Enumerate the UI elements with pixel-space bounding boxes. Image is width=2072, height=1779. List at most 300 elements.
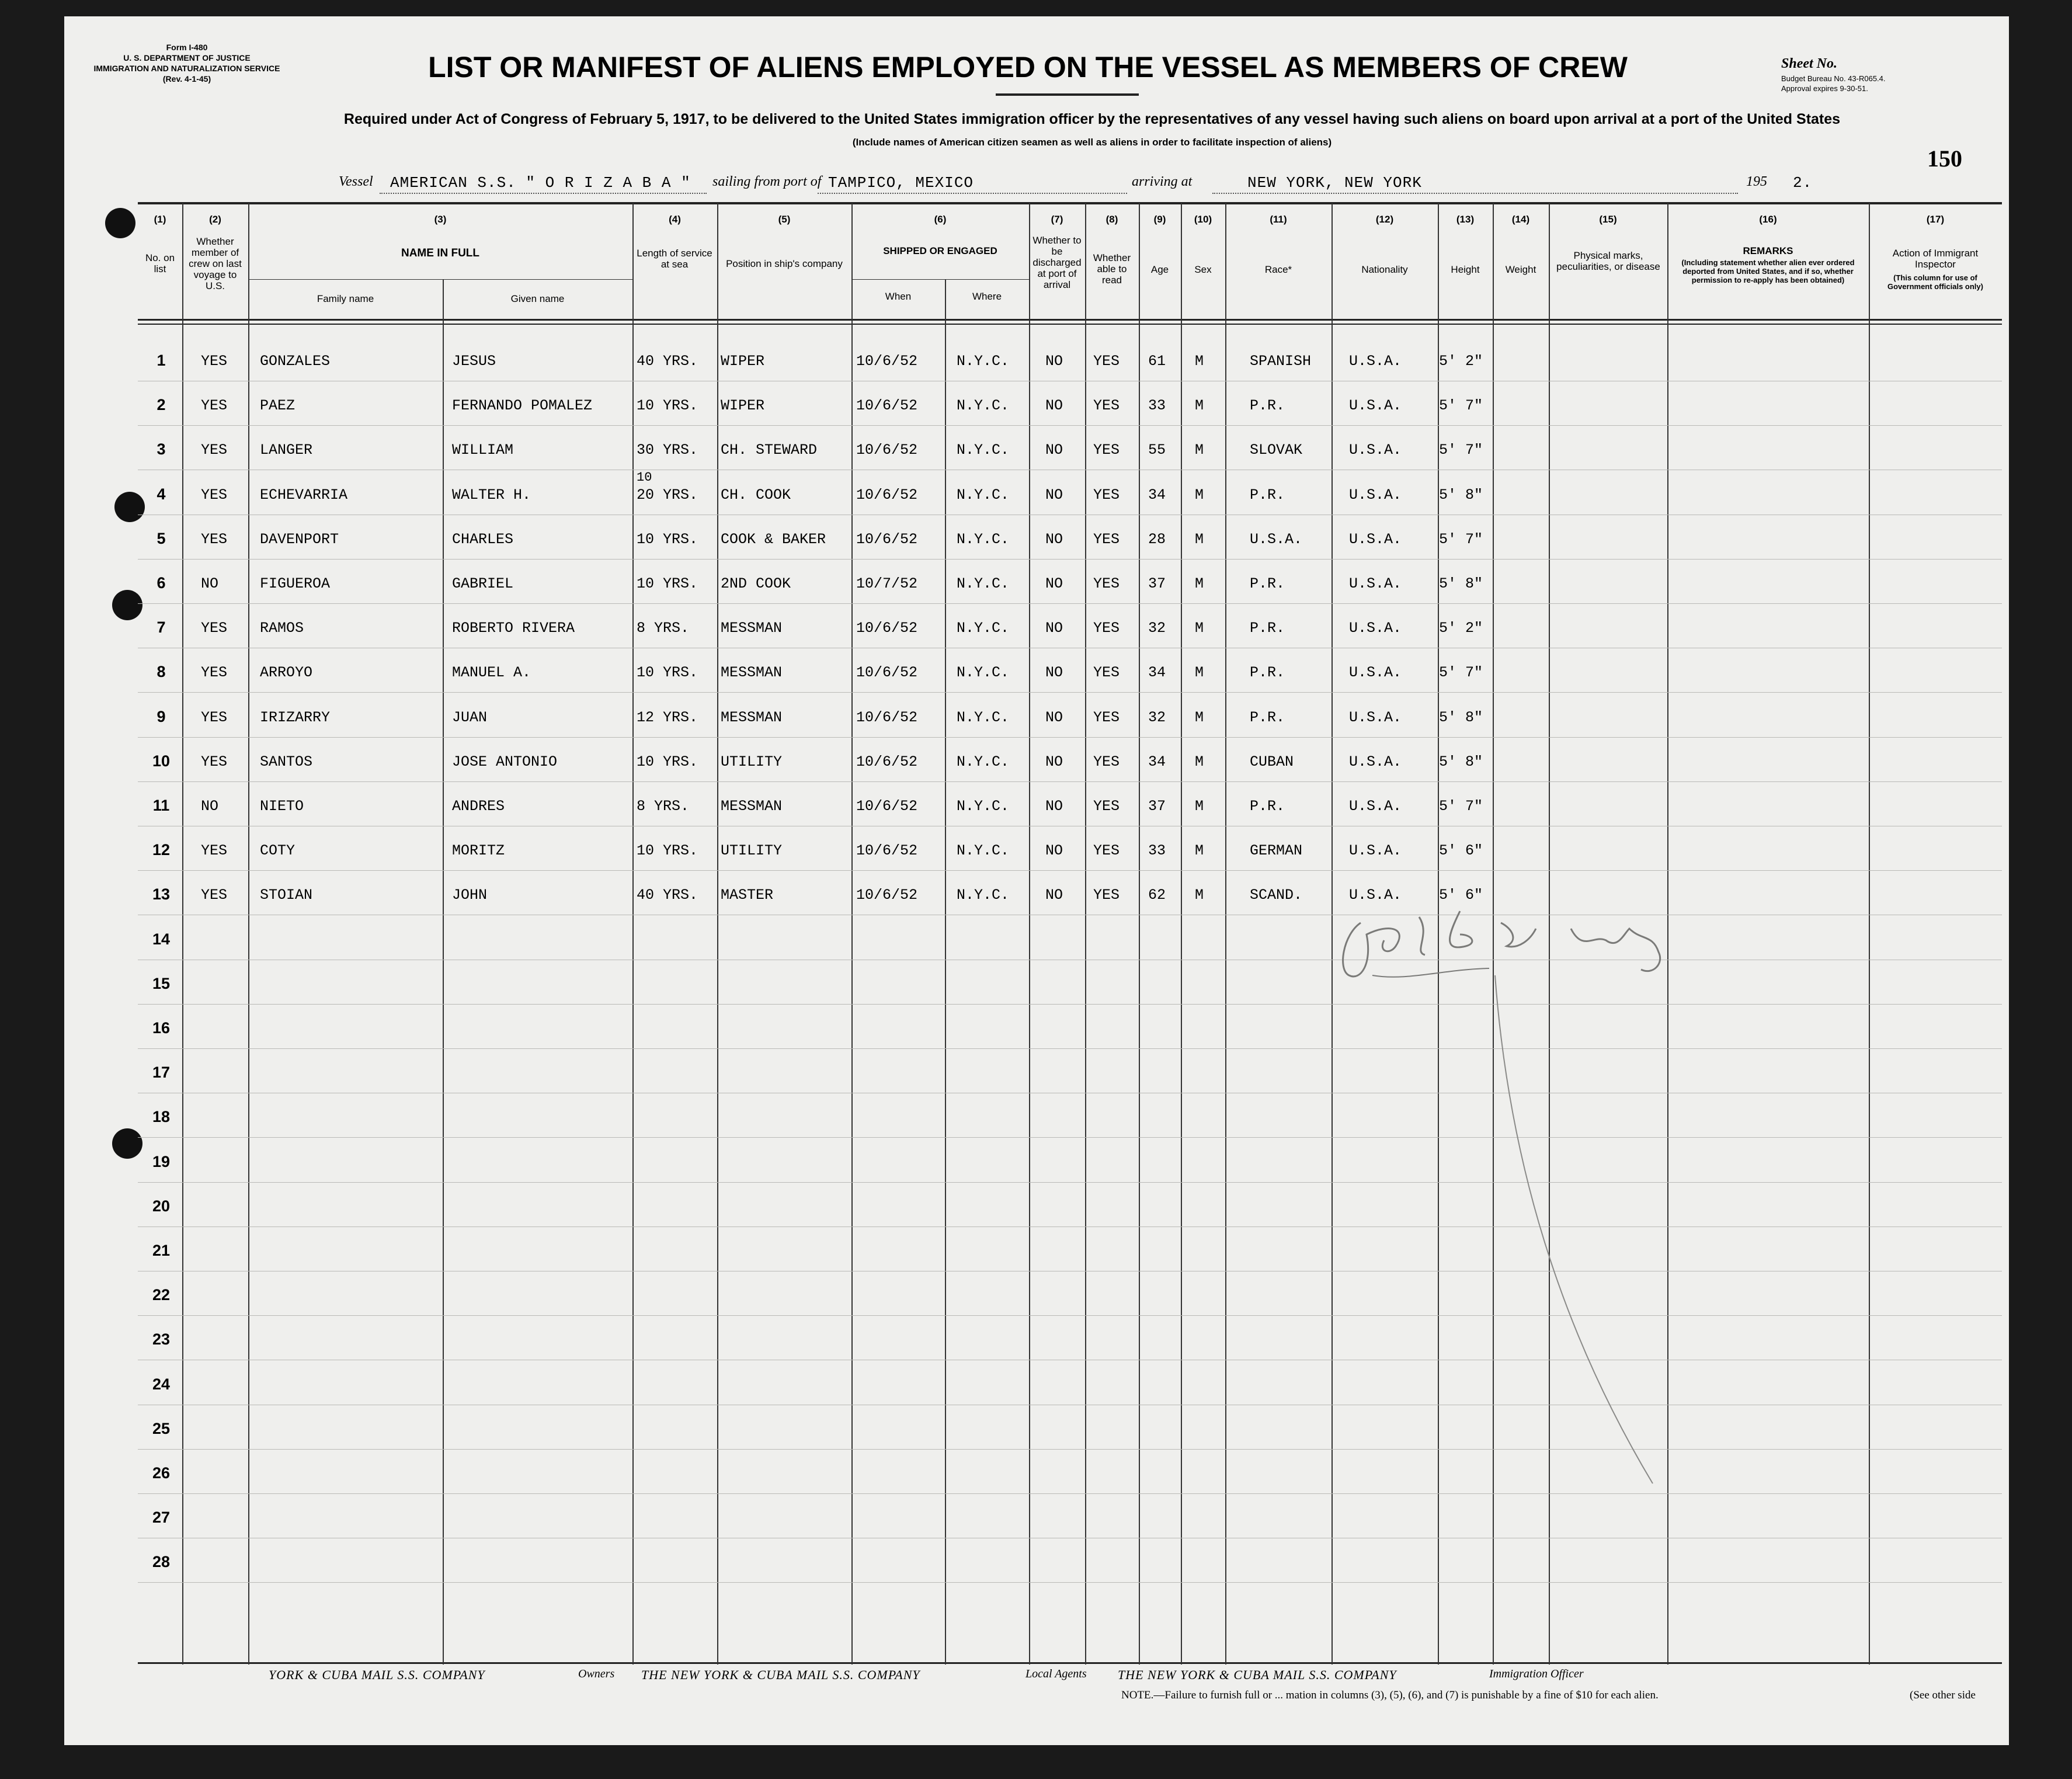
crew-when: 10/6/52 — [856, 664, 918, 681]
crew-when: 10/6/52 — [856, 397, 918, 414]
crew-where: N.Y.C. — [957, 798, 1010, 815]
crew-read: YES — [1093, 620, 1120, 637]
row-number: 1 — [157, 352, 166, 369]
table-top-rule — [138, 202, 2002, 204]
row-number: 19 — [152, 1153, 171, 1170]
crew-height: 5' 8" — [1439, 709, 1483, 726]
col-head-where: Where — [972, 291, 1002, 302]
crew-nationality: U.S.A. — [1349, 887, 1402, 904]
col-head-height: Height — [1451, 264, 1480, 275]
crew-read: YES — [1093, 887, 1120, 904]
crew-given: GABRIEL — [452, 575, 514, 592]
owners-label: Owners — [578, 1667, 615, 1680]
col-head-sex: Sex — [1194, 264, 1212, 275]
col-head-discharged: Whether to be discharged at port of arrival — [1032, 235, 1082, 290]
table-bottom-rule — [138, 1662, 2002, 1664]
crew-sex: M — [1195, 575, 1204, 592]
inspector-signature — [1326, 899, 1769, 1554]
col-head-inspector-note: (This column for use of Government officials only) — [1887, 273, 1983, 291]
crew-where: N.Y.C. — [957, 753, 1010, 770]
name-subheader-rule — [248, 279, 632, 280]
form-dept: U. S. DEPARTMENT OF JUSTICE — [123, 53, 251, 62]
row-number: 26 — [152, 1464, 171, 1482]
crew-when: 10/6/52 — [856, 531, 918, 548]
crew-discharged: NO — [1045, 887, 1063, 904]
crew-family: ARROYO — [260, 664, 313, 681]
row-rule — [138, 1582, 2002, 1583]
col-divider — [945, 279, 946, 1665]
row-rule — [138, 692, 2002, 693]
owners-value: THE NEW YORK & CUBA MAIL S.S. COMPANY — [641, 1667, 920, 1682]
crew-where: N.Y.C. — [957, 442, 1010, 458]
col-head-when: When — [885, 291, 912, 302]
row-number: 6 — [157, 574, 166, 592]
crew-when: 10/6/52 — [856, 709, 918, 726]
crew-sex: M — [1195, 620, 1204, 637]
crew-height: 5' 8" — [1439, 575, 1483, 592]
crew-height: 5' 7" — [1439, 442, 1483, 458]
crew-race: P.R. — [1250, 575, 1285, 592]
subtitle-note: (Include names of American citizen seamen as well as aliens in order to facilitate inspection of aliens) — [852, 137, 1332, 148]
crew-discharged: NO — [1045, 709, 1063, 726]
row-rule — [138, 781, 2002, 782]
col-head-physical: Physical marks, peculiarities, or disease — [1556, 250, 1660, 272]
sailing-port: TAMPICO, MEXICO — [828, 174, 974, 192]
crew-age: 34 — [1148, 753, 1166, 770]
crew-where: N.Y.C. — [957, 353, 1010, 370]
crew-age: 37 — [1148, 575, 1166, 592]
crew-height: 5' 7" — [1439, 798, 1483, 815]
crew-sex: M — [1195, 531, 1204, 548]
crew-discharged: NO — [1045, 575, 1063, 592]
row-number: 24 — [152, 1375, 171, 1393]
crew-service: 10 YRS. — [637, 753, 698, 770]
crew-sex: M — [1195, 442, 1204, 458]
crew-where: N.Y.C. — [957, 487, 1010, 503]
crew-last: YES — [201, 842, 228, 859]
col-num-14: (14) — [1511, 214, 1530, 225]
crew-age: 33 — [1148, 397, 1166, 414]
col-head-inspector: Action of Immigrant Inspector — [1892, 248, 1979, 270]
crew-family: COTY — [260, 842, 295, 859]
crew-position: MESSMAN — [721, 798, 783, 815]
col-head-remarks: REMARKS — [1743, 245, 1793, 256]
crew-where: N.Y.C. — [957, 887, 1010, 904]
col-num-12: (12) — [1375, 214, 1394, 225]
crew-family: STOIAN — [260, 887, 313, 904]
crew-nationality: U.S.A. — [1349, 442, 1402, 458]
crew-service: 10 YRS. — [637, 397, 698, 414]
col-num-10: (10) — [1194, 214, 1212, 225]
crew-height: 5' 7" — [1439, 397, 1483, 414]
row-number: 23 — [152, 1330, 171, 1348]
crew-last: YES — [201, 531, 228, 548]
arrival-underline — [1212, 193, 1738, 194]
crew-race: P.R. — [1250, 664, 1285, 681]
port-underline — [818, 193, 1127, 194]
crew-discharged: NO — [1045, 397, 1063, 414]
crew-service: 20 YRS. — [637, 487, 698, 503]
crew-when: 10/6/52 — [856, 842, 918, 859]
crew-nationality: U.S.A. — [1349, 397, 1402, 414]
row-number: 25 — [152, 1420, 171, 1437]
col-divider — [1085, 203, 1086, 1665]
col-head-position: Position in ship's company — [726, 258, 843, 269]
row-number: 27 — [152, 1509, 171, 1526]
row-number: 11 — [152, 797, 170, 814]
crew-read: YES — [1093, 664, 1120, 681]
row-number: 14 — [152, 930, 171, 948]
row-number: 4 — [157, 485, 166, 503]
crew-given: ROBERTO RIVERA — [452, 620, 575, 637]
crew-when: 10/6/52 — [856, 442, 918, 458]
crew-family: FIGUEROA — [260, 575, 331, 592]
page-title: LIST OR MANIFEST OF ALIENS EMPLOYED ON THE VESSEL AS MEMBERS OF CREW — [428, 51, 1628, 84]
crew-position: MESSMAN — [721, 620, 783, 637]
form-service: IMMIGRATION AND NATURALIZATION SERVICE — [93, 64, 280, 73]
crew-service: 30 YRS. — [637, 442, 698, 458]
crew-position: CH. STEWARD — [721, 442, 818, 458]
crew-read: YES — [1093, 442, 1120, 458]
col-num-11: (11) — [1270, 214, 1287, 225]
crew-service: 10 YRS. — [637, 842, 698, 859]
crew-position: 2ND COOK — [721, 575, 791, 592]
footer-note: NOTE.—Failure to furnish full or ... mation in columns (3), (5), (6), and (7) is punishable by a fine of $10 for each alien. — [1121, 1689, 1659, 1701]
crew-race: SLOVAK — [1250, 442, 1303, 458]
row-rule — [138, 737, 2002, 738]
crew-age: 32 — [1148, 620, 1166, 637]
crew-when: 10/7/52 — [856, 575, 918, 592]
crew-discharged: NO — [1045, 753, 1063, 770]
crew-sex: M — [1195, 487, 1204, 503]
crew-nationality: U.S.A. — [1349, 798, 1402, 815]
col-num-7: (7) — [1051, 214, 1063, 225]
crew-sex: M — [1195, 842, 1204, 859]
col-divider — [717, 203, 718, 1665]
form-identifier — [91, 42, 283, 84]
crew-family: IRIZARRY — [260, 709, 331, 726]
col-divider — [851, 203, 853, 1665]
crew-last: YES — [201, 487, 228, 503]
col-divider — [1869, 203, 1870, 1665]
row-number: 3 — [157, 440, 166, 458]
crew-race: GERMAN — [1250, 842, 1303, 859]
col-num-15: (15) — [1599, 214, 1617, 225]
col-divider — [248, 203, 249, 1665]
col-divider — [1225, 203, 1226, 1665]
crew-discharged: NO — [1045, 664, 1063, 681]
crew-when: 10/6/52 — [856, 353, 918, 370]
crew-height: 5' 6" — [1439, 842, 1483, 859]
crew-last: YES — [201, 353, 228, 370]
crew-sex: M — [1195, 709, 1204, 726]
crew-nationality: U.S.A. — [1349, 531, 1402, 548]
crew-age: 28 — [1148, 531, 1166, 548]
col-head-service: Length of service at sea — [637, 248, 712, 270]
crew-nationality: U.S.A. — [1349, 353, 1402, 370]
crew-last: YES — [201, 664, 228, 681]
officer-label: Immigration Officer — [1489, 1667, 1584, 1680]
budget-info — [1781, 74, 1886, 93]
year-value: 2. — [1793, 174, 1813, 192]
col-head-nationality: Nationality — [1361, 264, 1408, 275]
crew-read: YES — [1093, 487, 1120, 503]
crew-age: 34 — [1148, 487, 1166, 503]
row-number: 5 — [157, 530, 166, 547]
col-num-1: (1) — [154, 214, 166, 225]
crew-nationality: U.S.A. — [1349, 842, 1402, 859]
crew-position: UTILITY — [721, 753, 783, 770]
crew-age: 37 — [1148, 798, 1166, 815]
footer-see-other: (See other side — [1910, 1689, 1976, 1701]
crew-age: 62 — [1148, 887, 1166, 904]
crew-family: PAEZ — [260, 397, 295, 414]
col-num-8: (8) — [1105, 214, 1118, 225]
crew-when: 10/6/52 — [856, 887, 918, 904]
row-number: 8 — [157, 663, 166, 680]
crew-read: YES — [1093, 798, 1120, 815]
col-head-race: Race* — [1264, 264, 1292, 275]
shipped-subheader-rule — [851, 279, 1029, 280]
row-number: 15 — [152, 975, 171, 992]
col-head-read: Whether able to read — [1093, 252, 1131, 286]
crew-read: YES — [1093, 531, 1120, 548]
crew-nationality: U.S.A. — [1349, 709, 1402, 726]
crew-nationality: U.S.A. — [1349, 620, 1402, 637]
row-number: 21 — [152, 1242, 171, 1259]
crew-age: 32 — [1148, 709, 1166, 726]
crew-last: NO — [201, 798, 219, 815]
row-number: 2 — [157, 396, 166, 414]
crew-family: ECHEVARRIA — [260, 487, 348, 503]
crew-sex: M — [1195, 887, 1204, 904]
row-number: 22 — [152, 1286, 171, 1304]
crew-given: WALTER H. — [452, 487, 531, 503]
crew-service: 8 YRS. — [637, 620, 690, 637]
crew-discharged: NO — [1045, 842, 1063, 859]
crew-service: 10 YRS. — [637, 664, 698, 681]
crew-position: WIPER — [721, 397, 765, 414]
subtitle: Required under Act of Congress of February 5, 1917, to be delivered to the United States immigration officer by the representatives of any vessel having such aliens on board upon arrival at a port of the United States — [343, 111, 1841, 127]
crew-discharged: NO — [1045, 531, 1063, 548]
crew-family: DAVENPORT — [260, 531, 339, 548]
crew-height: 5' 8" — [1439, 753, 1483, 770]
crew-height: 5' 2" — [1439, 620, 1483, 637]
crew-where: N.Y.C. — [957, 531, 1010, 548]
row-rule — [138, 870, 2002, 871]
crew-family: GONZALES — [260, 353, 331, 370]
col-num-2: (2) — [209, 214, 221, 225]
row-number: 9 — [157, 708, 166, 725]
row-number: 28 — [152, 1553, 171, 1570]
crew-read: YES — [1093, 575, 1120, 592]
crew-when: 10/6/52 — [856, 753, 918, 770]
col-divider — [1029, 203, 1030, 1665]
crew-race: P.R. — [1250, 709, 1285, 726]
crew-sex: M — [1195, 397, 1204, 414]
row-number: 7 — [157, 619, 166, 636]
row-number: 20 — [152, 1197, 171, 1215]
crew-race: P.R. — [1250, 798, 1285, 815]
crew-service: 10 YRS. — [637, 575, 698, 592]
crew-given: JESUS — [452, 353, 496, 370]
col-num-6: (6) — [934, 214, 947, 225]
crew-position: MESSMAN — [721, 709, 783, 726]
crew-given: MANUEL A. — [452, 664, 531, 681]
footer-company: YORK & CUBA MAIL S.S. COMPANY — [269, 1667, 485, 1682]
crew-family: RAMOS — [260, 620, 304, 637]
crew-read: YES — [1093, 842, 1120, 859]
crew-when: 10/6/52 — [856, 798, 918, 815]
budget-line-2: Approval expires 9-30-51. — [1781, 84, 1868, 93]
col-head-family: Family name — [317, 293, 374, 304]
year-label: 195 — [1746, 174, 1767, 189]
col-head-age: Age — [1150, 264, 1169, 275]
crew-given: CHARLES — [452, 531, 514, 548]
crew-nationality: U.S.A. — [1349, 487, 1402, 503]
crew-position: UTILITY — [721, 842, 783, 859]
crew-where: N.Y.C. — [957, 842, 1010, 859]
title-rule — [996, 93, 1139, 96]
crew-service: 40 YRS. — [637, 353, 698, 370]
crew-when: 10/6/52 — [856, 620, 918, 637]
crew-position: MESSMAN — [721, 664, 783, 681]
crew-race: P.R. — [1250, 397, 1285, 414]
budget-line-1: Budget Bureau No. 43-R065.4. — [1781, 74, 1886, 83]
col-head-last-voyage: Whether member of crew on last voyage to U.S. — [189, 236, 242, 291]
crew-age: 61 — [1148, 353, 1166, 370]
crew-discharged: NO — [1045, 353, 1063, 370]
crew-last: YES — [201, 442, 228, 458]
vessel-underline — [380, 193, 707, 194]
crew-last: YES — [201, 887, 228, 904]
crew-last: YES — [201, 753, 228, 770]
col-head-given: Given name — [510, 293, 565, 304]
crew-age: 55 — [1148, 442, 1166, 458]
crew-race: CUBAN — [1250, 753, 1294, 770]
crew-given: WILLIAM — [452, 442, 514, 458]
col-divider — [1139, 203, 1140, 1665]
crew-height: 5' 7" — [1439, 531, 1483, 548]
crew-position: COOK & BAKER — [721, 531, 826, 548]
header-bottom-rule-2 — [138, 324, 2002, 325]
arriving-label: arriving at — [1132, 174, 1193, 189]
row-rule — [138, 425, 2002, 426]
col-head-shipped: SHIPPED OR ENGAGED — [883, 245, 997, 256]
col-head-name: NAME IN FULL — [401, 247, 480, 259]
crew-service: 8 YRS. — [637, 798, 690, 815]
row-number: 13 — [152, 885, 171, 903]
sheet-no-label: Sheet No. — [1781, 56, 1837, 71]
crew-last: YES — [201, 397, 228, 414]
col-divider — [1181, 203, 1182, 1665]
crew-family: SANTOS — [260, 753, 313, 770]
row-rule — [138, 559, 2002, 560]
vessel-label: Vessel — [339, 174, 373, 189]
crew-discharged: NO — [1045, 442, 1063, 458]
crew-service-correction: 10 — [637, 470, 652, 485]
col-head-weight: Weight — [1505, 264, 1536, 275]
crew-where: N.Y.C. — [957, 709, 1010, 726]
crew-age: 34 — [1148, 664, 1166, 681]
crew-given: JUAN — [452, 709, 488, 726]
crew-service: 12 YRS. — [637, 709, 698, 726]
col-divider — [443, 279, 444, 1665]
crew-nationality: U.S.A. — [1349, 753, 1402, 770]
crew-read: YES — [1093, 709, 1120, 726]
crew-family: NIETO — [260, 798, 304, 815]
form-id: Form I-480 — [166, 43, 208, 52]
col-head-remarks-note: (Including statement whether alien ever ordered deported from United States, and if so, whether permission to re-apply has been obtained) — [1681, 258, 1855, 284]
crew-nationality: U.S.A. — [1349, 664, 1402, 681]
crew-given: MORITZ — [452, 842, 505, 859]
crew-race: U.S.A. — [1250, 531, 1303, 548]
agents-value: THE NEW YORK & CUBA MAIL S.S. COMPANY — [1118, 1667, 1397, 1682]
crew-race: SCAND. — [1250, 887, 1303, 904]
crew-sex: M — [1195, 753, 1204, 770]
crew-sex: M — [1195, 353, 1204, 370]
agents-label: Local Agents — [1025, 1667, 1087, 1680]
crew-service: 10 YRS. — [637, 531, 698, 548]
crew-where: N.Y.C. — [957, 397, 1010, 414]
crew-given: JOHN — [452, 887, 488, 904]
col-divider — [632, 203, 634, 1665]
crew-race: SPANISH — [1250, 353, 1312, 370]
crew-age: 33 — [1148, 842, 1166, 859]
crew-given: FERNANDO POMALEZ — [452, 397, 593, 414]
crew-height: 5' 8" — [1439, 487, 1483, 503]
row-number: 17 — [152, 1064, 171, 1081]
form-rev: (Rev. 4-1-45) — [162, 74, 211, 84]
vessel-name: AMERICAN S.S. " O R I Z A B A " — [390, 174, 691, 192]
arrival-port: NEW YORK, NEW YORK — [1247, 174, 1422, 192]
header-bottom-rule — [138, 319, 2002, 321]
crew-last: NO — [201, 575, 219, 592]
crew-discharged: NO — [1045, 620, 1063, 637]
sailing-label: sailing from port of — [712, 174, 822, 189]
crew-height: 5' 2" — [1439, 353, 1483, 370]
crew-read: YES — [1093, 753, 1120, 770]
crew-race: P.R. — [1250, 487, 1285, 503]
crew-where: N.Y.C. — [957, 620, 1010, 637]
crew-where: N.Y.C. — [957, 575, 1010, 592]
crew-height: 5' 7" — [1439, 664, 1483, 681]
crew-given: ANDRES — [452, 798, 505, 815]
col-head-no: No. on list — [145, 252, 175, 275]
crew-height: 5' 6" — [1439, 887, 1483, 904]
crew-last: YES — [201, 620, 228, 637]
crew-sex: M — [1195, 664, 1204, 681]
col-num-4: (4) — [669, 214, 681, 225]
crew-discharged: NO — [1045, 798, 1063, 815]
row-number: 18 — [152, 1108, 171, 1125]
crew-where: N.Y.C. — [957, 664, 1010, 681]
crew-discharged: NO — [1045, 487, 1063, 503]
crew-nationality: U.S.A. — [1349, 575, 1402, 592]
row-number: 12 — [152, 841, 171, 859]
crew-given: JOSE ANTONIO — [452, 753, 558, 770]
crew-last: YES — [201, 709, 228, 726]
row-number: 10 — [152, 752, 171, 770]
col-num-17: (17) — [1926, 214, 1945, 225]
col-num-3: (3) — [434, 214, 447, 225]
crew-race: P.R. — [1250, 620, 1285, 637]
crew-position: MASTER — [721, 887, 774, 904]
col-num-9: (9) — [1153, 214, 1166, 225]
crew-when: 10/6/52 — [856, 487, 918, 503]
row-number: 16 — [152, 1019, 171, 1037]
col-num-16: (16) — [1759, 214, 1777, 225]
